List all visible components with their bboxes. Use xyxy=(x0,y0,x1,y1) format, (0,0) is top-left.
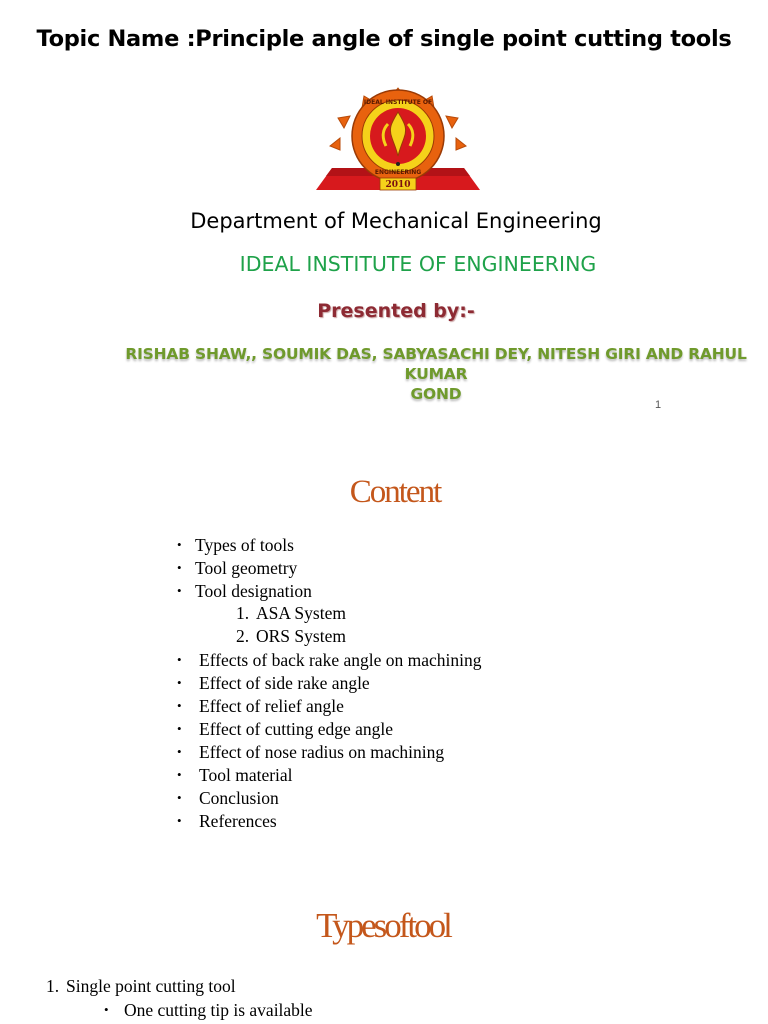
list-item xyxy=(177,671,370,695)
institute-name: IDEAL INSTITUTE OF ENGINEERING xyxy=(239,252,597,276)
bullet-icon: • xyxy=(177,721,182,736)
list-item xyxy=(177,533,294,557)
list-number: 1. xyxy=(236,603,250,623)
list-item xyxy=(236,625,346,648)
bullet-icon: • xyxy=(177,767,182,782)
list-item xyxy=(177,579,312,603)
bullet-icon: • xyxy=(177,744,182,759)
list-item xyxy=(177,694,344,718)
bullet-icon: • xyxy=(177,790,182,805)
list-number: 2. xyxy=(236,626,250,646)
list-item xyxy=(104,998,313,1022)
list-item-label: Single point cutting tool xyxy=(66,976,236,996)
list-item xyxy=(177,717,393,741)
list-item-label: Effect of cutting edge angle xyxy=(199,719,394,739)
bullet-icon: • xyxy=(177,537,182,552)
svg-text:IDEAL INSTITUTE OF: IDEAL INSTITUTE OF xyxy=(363,99,433,106)
page-number: 1 xyxy=(655,399,662,411)
list-item-label: One cutting tip is available xyxy=(124,1000,313,1020)
svg-text:ENGINEERING: ENGINEERING xyxy=(374,169,422,176)
bullet-icon: • xyxy=(177,652,182,667)
list-item xyxy=(46,975,236,998)
presented-by-label: Presented by:- xyxy=(317,300,475,322)
list-item xyxy=(177,648,481,672)
list-item-label: Conclusion xyxy=(199,788,279,808)
list-item xyxy=(177,809,277,833)
list-item-label: ASA System xyxy=(256,603,346,623)
list-item xyxy=(177,740,444,764)
bullet-icon: • xyxy=(104,1002,109,1017)
list-item-label: Tool designation xyxy=(195,581,312,601)
topic-title: Topic Name :Principle angle of single point cutting tools xyxy=(36,26,732,52)
bullet-icon: • xyxy=(177,583,182,598)
author-names xyxy=(96,344,768,404)
list-item-label: References xyxy=(199,811,277,831)
list-item-label: Types of tools xyxy=(195,535,294,555)
list-item xyxy=(236,602,346,625)
list-item-label: Effect of relief angle xyxy=(199,696,344,716)
bullet-icon: • xyxy=(177,560,182,575)
department-name: Department of Mechanical Engineering xyxy=(190,209,602,233)
list-item-label: Tool material xyxy=(199,765,293,785)
bullet-icon: • xyxy=(177,813,182,828)
list-item-label: ORS System xyxy=(256,626,346,646)
bullet-icon: • xyxy=(177,675,182,690)
list-item-label: Effect of side rake angle xyxy=(199,673,370,693)
authors-line-1: RISHAB SHAW,, SOUMIK DAS, SABYASACHI DEY, NITESH GIRI AND RAHUL KUMAR xyxy=(125,345,747,383)
list-item xyxy=(177,556,297,580)
authors-line-2: GOND xyxy=(410,385,462,403)
list-item-label: Effect of nose radius on machining xyxy=(199,742,445,762)
list-item-label: Tool geometry xyxy=(195,558,298,578)
list-item xyxy=(177,763,293,787)
svg-text:2010: 2010 xyxy=(385,180,411,190)
list-item xyxy=(177,786,279,810)
list-item-label: Effects of back rake angle on machining xyxy=(199,650,482,670)
content-heading: Content xyxy=(349,474,441,510)
institute-logo xyxy=(312,86,484,194)
types-of-tool-heading: Typesoftool xyxy=(316,906,450,945)
list-number: 1. xyxy=(46,976,60,996)
bullet-icon: • xyxy=(177,698,182,713)
logo-emblem-icon xyxy=(312,86,484,194)
